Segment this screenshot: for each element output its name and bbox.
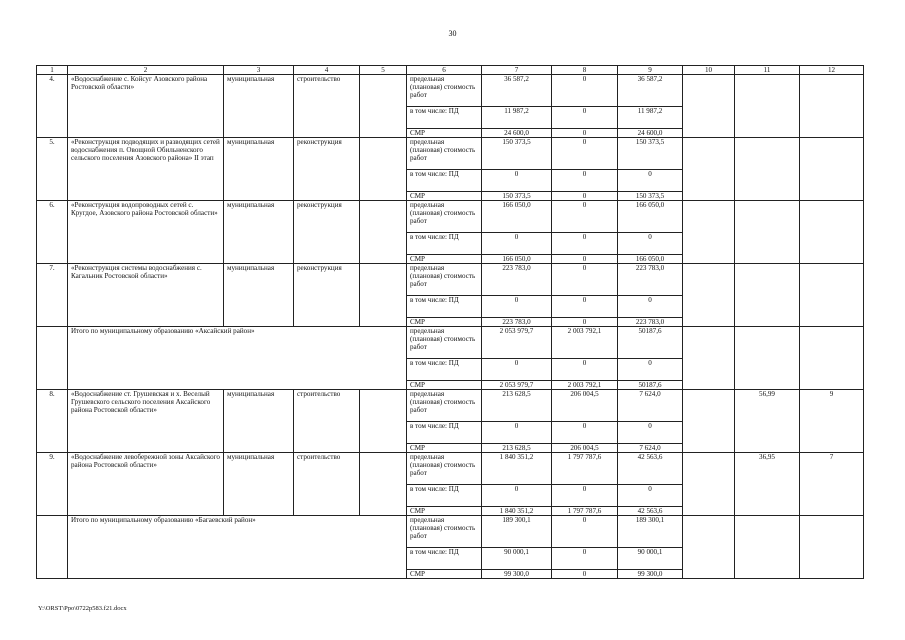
value-col9: 0 [618, 485, 683, 507]
value-col9: 166 050,0 [618, 201, 683, 233]
value-col7: 166 050,0 [482, 255, 552, 264]
cost-type-label: в том числе: ПД [407, 296, 482, 318]
col10-empty [683, 201, 735, 264]
col5-empty [360, 264, 407, 327]
value-col9: 7 624,0 [618, 390, 683, 422]
value-col8: 0 [552, 129, 618, 138]
value-col9: 0 [618, 296, 683, 318]
value-col7: 1 840 351,2 [482, 453, 552, 485]
value-col9: 42 563,6 [618, 507, 683, 516]
value-col9: 7 624,0 [618, 444, 683, 453]
value-col8: 2 003 792,1 [552, 381, 618, 390]
header-cell: 5 [360, 66, 407, 75]
total-label-blank [37, 516, 68, 579]
value-col7: 0 [482, 485, 552, 507]
value-col9: 223 783,0 [618, 264, 683, 296]
value-col7: 189 300,1 [482, 516, 552, 548]
col10-empty [683, 75, 735, 138]
ownership-form: муниципальная [224, 453, 294, 516]
col12-value [800, 138, 864, 201]
cost-type-label: в том числе: ПД [407, 233, 482, 255]
cost-type-label: в том числе: ПД [407, 170, 482, 192]
value-col8: 206 004,5 [552, 444, 618, 453]
value-col8: 0 [552, 107, 618, 129]
project-name: «Реконструкция подводящих и разводящих сетей водоснабжения п. Овощной Обильненского сельского поселения Азовского района» II этап [68, 138, 224, 201]
col5-empty [360, 75, 407, 138]
value-col7: 99 300,0 [482, 570, 552, 579]
value-col8: 0 [552, 516, 618, 548]
col11-value [735, 138, 800, 201]
table-row [37, 390, 864, 422]
value-col9: 99 300,0 [618, 570, 683, 579]
work-type: реконструкция [294, 201, 360, 264]
total-row [37, 327, 864, 359]
cost-type-label: в том числе: ПД [407, 548, 482, 570]
col12-empty [800, 516, 864, 579]
value-col9: 42 563,6 [618, 453, 683, 485]
ownership-form: муниципальная [224, 264, 294, 327]
cost-type-label: предельная (плановая) стоимость работ [407, 75, 482, 107]
table-body [37, 66, 864, 579]
value-col7: 213 628,5 [482, 444, 552, 453]
value-col8: 0 [552, 255, 618, 264]
work-type: строительство [294, 75, 360, 138]
col12-value [800, 75, 864, 138]
project-number: 7. [37, 264, 68, 327]
value-col8: 2 003 792,1 [552, 327, 618, 359]
header-cell: 2 [68, 66, 224, 75]
header-cell: 7 [482, 66, 552, 75]
value-col8: 0 [552, 296, 618, 318]
table-row [37, 75, 864, 107]
value-col9: 0 [618, 170, 683, 192]
header-cell: 3 [224, 66, 294, 75]
value-col8: 0 [552, 192, 618, 201]
cost-type-label: СМР [407, 318, 482, 327]
cost-type-label: в том числе: ПД [407, 485, 482, 507]
col11-value: 36,95 [735, 453, 800, 516]
value-col7: 24 600,0 [482, 129, 552, 138]
value-col9: 0 [618, 233, 683, 255]
work-type: реконструкция [294, 264, 360, 327]
project-number: 4. [37, 75, 68, 138]
value-col8: 0 [552, 264, 618, 296]
col12-empty [800, 327, 864, 390]
col10-empty [683, 264, 735, 327]
col5-empty [360, 390, 407, 453]
value-col9: 0 [618, 359, 683, 381]
header-cell: 12 [800, 66, 864, 75]
ownership-form: муниципальная [224, 201, 294, 264]
col12-value: 9 [800, 390, 864, 453]
project-number: 9. [37, 453, 68, 516]
header-row [37, 66, 864, 75]
col10-empty [683, 453, 735, 516]
value-col8: 1 797 787,6 [552, 507, 618, 516]
col12-value [800, 201, 864, 264]
value-col8: 0 [552, 170, 618, 192]
page-number: 30 [448, 29, 457, 38]
value-col8: 0 [552, 138, 618, 170]
value-col7: 2 053 979,7 [482, 381, 552, 390]
project-name: «Реконструкция системы водоснабжения с. Кагальник Ростовской области» [68, 264, 224, 327]
investment-table [36, 65, 864, 579]
value-col7: 166 050,0 [482, 201, 552, 233]
value-col7: 150 373,5 [482, 192, 552, 201]
value-col7: 0 [482, 359, 552, 381]
col11-value: 56,99 [735, 390, 800, 453]
header-cell: 1 [37, 66, 68, 75]
value-col9: 189 300,1 [618, 516, 683, 548]
value-col7: 0 [482, 296, 552, 318]
cost-type-label: предельная (плановая) стоимость работ [407, 390, 482, 422]
value-col7: 36 587,2 [482, 75, 552, 107]
col5-empty [360, 453, 407, 516]
value-col7: 0 [482, 422, 552, 444]
value-col9: 150 373,5 [618, 192, 683, 201]
value-col8: 0 [552, 233, 618, 255]
value-col9: 11 987,2 [618, 107, 683, 129]
cost-type-label: в том числе: ПД [407, 359, 482, 381]
project-name: «Реконструкция водопроводных сетей с. Кругдое, Азовского района Ростовской области» [68, 201, 224, 264]
col5-empty [360, 138, 407, 201]
header-cell: 10 [683, 66, 735, 75]
value-col7: 0 [482, 170, 552, 192]
header-cell: 11 [735, 66, 800, 75]
value-col9: 90 000,1 [618, 548, 683, 570]
cost-type-label: СМР [407, 129, 482, 138]
col11-value [735, 201, 800, 264]
total-label: Итого по муниципальному образованию «Багаевский район» [68, 516, 407, 579]
col11-empty [735, 516, 800, 579]
project-number: 8. [37, 390, 68, 453]
total-label-blank [37, 327, 68, 390]
col10-empty [683, 327, 735, 390]
project-name: «Водоснабжение левобережной зоны Аксайского района Ростовской области» [68, 453, 224, 516]
cost-type-label: предельная (плановая) стоимость работ [407, 453, 482, 485]
value-col8: 0 [552, 75, 618, 107]
cost-type-label: СМР [407, 192, 482, 201]
value-col7: 11 987,2 [482, 107, 552, 129]
cost-type-label: СМР [407, 444, 482, 453]
project-number: 6. [37, 201, 68, 264]
value-col7: 150 373,5 [482, 138, 552, 170]
col10-empty [683, 138, 735, 201]
project-name: «Водоснабжение ст. Грушевская и х. Веселый Грушевского сельского поселения Аксайского района Ростовской области» [68, 390, 224, 453]
cost-type-label: СМР [407, 255, 482, 264]
work-type: строительство [294, 390, 360, 453]
value-col9: 150 373,5 [618, 138, 683, 170]
footer-file-path: Y:\ORST\Ppo\0722p583.f21.docx [38, 605, 127, 612]
header-cell: 6 [407, 66, 482, 75]
col11-value [735, 264, 800, 327]
value-col9: 36 587,2 [618, 75, 683, 107]
col10-empty [683, 516, 735, 579]
cost-type-label: предельная (плановая) стоимость работ [407, 264, 482, 296]
col11-empty [735, 327, 800, 390]
table-row [37, 138, 864, 170]
value-col7: 223 783,0 [482, 318, 552, 327]
project-name: «Водоснабжение с. Койсуг Азовского района Ростовской области» [68, 75, 224, 138]
ownership-form: муниципальная [224, 138, 294, 201]
cost-type-label: СМР [407, 507, 482, 516]
work-type: строительство [294, 453, 360, 516]
value-col8: 0 [552, 548, 618, 570]
value-col7: 213 628,5 [482, 390, 552, 422]
value-col9: 0 [618, 422, 683, 444]
value-col8: 0 [552, 422, 618, 444]
cost-type-label: в том числе: ПД [407, 107, 482, 129]
value-col8: 0 [552, 485, 618, 507]
col12-value [800, 264, 864, 327]
cost-type-label: СМР [407, 381, 482, 390]
value-col9: 24 600,0 [618, 129, 683, 138]
value-col8: 0 [552, 318, 618, 327]
value-col7: 2 053 979,7 [482, 327, 552, 359]
cost-type-label: в том числе: ПД [407, 422, 482, 444]
value-col8: 206 004,5 [552, 390, 618, 422]
value-col7: 223 783,0 [482, 264, 552, 296]
header-cell: 8 [552, 66, 618, 75]
header-cell: 4 [294, 66, 360, 75]
value-col9: 223 783,0 [618, 318, 683, 327]
table-row [37, 264, 864, 296]
value-col8: 0 [552, 570, 618, 579]
work-type: реконструкция [294, 138, 360, 201]
value-col7: 0 [482, 233, 552, 255]
col10-empty [683, 390, 735, 453]
col11-value [735, 75, 800, 138]
cost-type-label: предельная (плановая) стоимость работ [407, 138, 482, 170]
ownership-form: муниципальная [224, 390, 294, 453]
cost-type-label: предельная (плановая) стоимость работ [407, 516, 482, 548]
header-cell: 9 [618, 66, 683, 75]
total-row [37, 516, 864, 548]
table-row [37, 201, 864, 233]
cost-type-label: предельная (плановая) стоимость работ [407, 327, 482, 359]
total-label: Итого по муниципальному образованию «Аксайский район» [68, 327, 407, 390]
value-col8: 0 [552, 201, 618, 233]
project-number: 5. [37, 138, 68, 201]
cost-type-label: СМР [407, 570, 482, 579]
value-col8: 1 797 787,6 [552, 453, 618, 485]
value-col8: 0 [552, 359, 618, 381]
value-col7: 90 000,1 [482, 548, 552, 570]
table-row [37, 453, 864, 485]
col5-empty [360, 201, 407, 264]
value-col7: 1 840 351,2 [482, 507, 552, 516]
value-col9: 50187,6 [618, 381, 683, 390]
cost-type-label: предельная (плановая) стоимость работ [407, 201, 482, 233]
value-col9: 50187,6 [618, 327, 683, 359]
col12-value: 7 [800, 453, 864, 516]
ownership-form: муниципальная [224, 75, 294, 138]
value-col9: 166 050,0 [618, 255, 683, 264]
